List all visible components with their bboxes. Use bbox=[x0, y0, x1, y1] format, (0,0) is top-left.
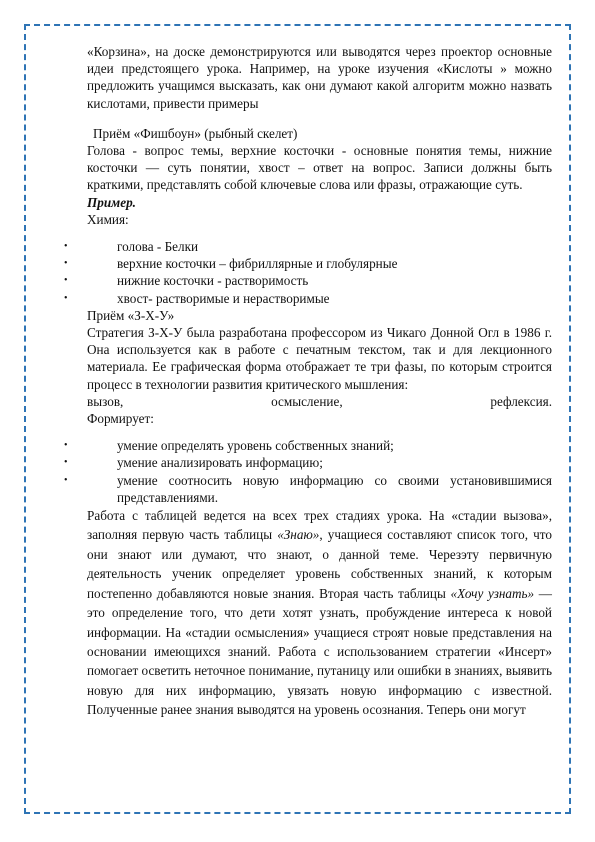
zxu-title: Приём «З-Х-У» bbox=[87, 307, 175, 323]
work-text: , учащиеся составляют список того, что они знают или думают, что знают, о данной теме. Черезэту первичную деятельность ученик определяет уровень собственных знаний, к которым постепенно добавляются новые знания. Вторая часть таблицы bbox=[87, 527, 552, 601]
zxu-description: Стратегия З-Х-У была разработана профессором из Чикаго Донной Огл в 1986 г. Она используется как в работе с печатным текстом, так и для лекционного материала. Ее графическая форма отображает те три фазы, по которым строится процесс в технологии развития критического мышления: bbox=[87, 325, 552, 392]
znayu-term: «Знаю» bbox=[277, 527, 320, 543]
fishbone-title: Приём «Фишбоун» (рыбный скелет) bbox=[93, 125, 298, 141]
page-content bbox=[87, 43, 552, 720]
list-item: • нижние косточки - растворимость bbox=[87, 272, 552, 289]
list-item: • голова - Белки bbox=[87, 238, 552, 255]
intro-paragraph: «Корзина», на доске демонстрируются или выводятся через проектор основные идеи предстоящего урока. Например, на уроке изучения «Кислоты » можно предложить учащимся высказать, как они думают какой алгоритм можно назвать кислотами, привести примеры bbox=[87, 44, 552, 111]
list-item: • умение соотносить новую информацию со своими установившимися представлениями. bbox=[87, 472, 552, 506]
hochu-uznat-term: «Хочу узнать» bbox=[450, 585, 535, 601]
subject-label: Химия: bbox=[87, 211, 129, 227]
fishbone-description: Голова - вопрос темы, верхние косточки - основные понятия темы, нижние косточки — суть понятии, хвост – ответ на вопрос. Записи должны быть краткими, представлять собой ключевые слова или фразы, отражающие суть. bbox=[87, 143, 552, 193]
forms-label: Формирует: bbox=[87, 411, 154, 427]
zxu-description-last: вызов, осмысление, рефлексия. bbox=[87, 393, 552, 409]
work-paragraph bbox=[87, 506, 552, 719]
work-text: Работа с таблицей ведется на всех трех стадиях урока. На «стадии вызова», заполняя первую часть таблицы bbox=[87, 508, 552, 543]
work-text: — это определение того, что дети хотят узнать, пробуждение интереса к новой информации. На «стадии осмысления» учащиеся строят новые представления на основании имеющихся знаний. Работа с использованием стратегии «Инсерт» помогает осветить неточное понимание, путаницу или ошибки в знаниях, выявить новую для них информацию, увязать новую информацию с известной. Полученные ранее знания выводятся на уровень осознания. Теперь они могут bbox=[87, 585, 552, 718]
fishbone-list bbox=[87, 238, 552, 307]
list-item: • верхние косточки – фибриллярные и глобулярные bbox=[87, 255, 552, 272]
example-label: Пример. bbox=[87, 194, 136, 210]
list-item: • умение анализировать информацию; bbox=[87, 454, 552, 471]
list-item: • умение определять уровень собственных знаний; bbox=[87, 437, 552, 454]
list-item: • хвост- растворимые и нерастворимые bbox=[87, 290, 552, 307]
zxu-list bbox=[87, 437, 552, 506]
